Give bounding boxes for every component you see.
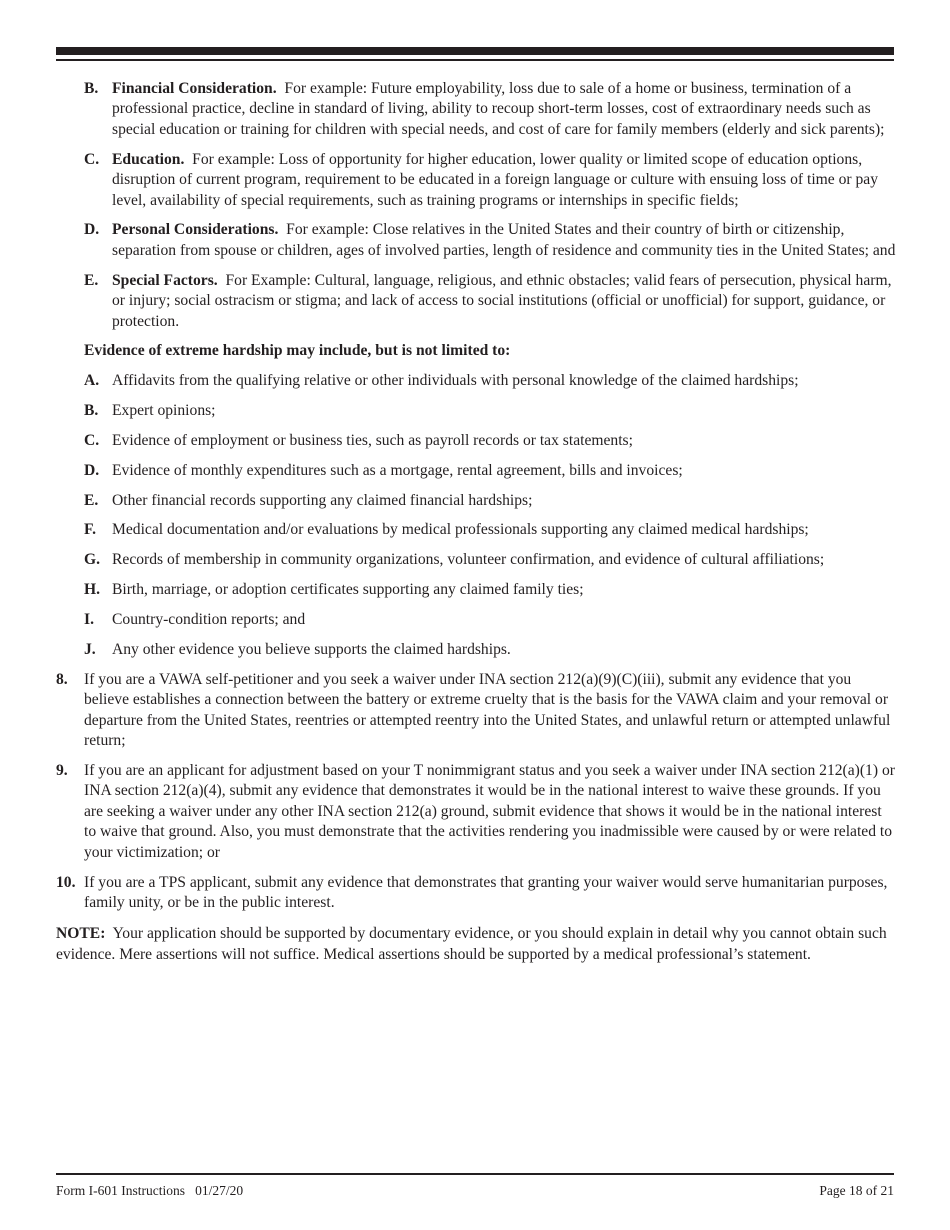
item-label: C. <box>84 150 100 168</box>
item-label: J. <box>84 641 96 659</box>
item-title: Special Factors. <box>112 271 218 289</box>
item-label: E. <box>84 491 99 509</box>
footer-rule <box>56 1173 894 1175</box>
list-item <box>84 550 896 570</box>
item-text: Expert opinions; <box>112 401 216 419</box>
item-label: G. <box>84 551 101 569</box>
form-id: Form I-601 Instructions 01/27/20 <box>56 1183 244 1198</box>
item-label: E. <box>84 271 99 289</box>
list-item <box>84 371 896 391</box>
item-text: Country-condition reports; and <box>112 611 306 629</box>
list-item <box>84 271 896 332</box>
item-text: For example: Future employability, loss due to sale of a home or business, termination of a professional practice, decline in standard of living, ability to recoup short-term losses, cost of extraordinary needs such as special education or training for children with special needs, and cost of care for family members (elderly and sick parents); <box>112 80 885 138</box>
item-label: D. <box>84 461 100 479</box>
note-label: NOTE: <box>56 925 106 943</box>
item-text: Birth, marriage, or adoption certificates supporting any claimed family ties; <box>112 581 584 599</box>
item-text: If you are an applicant for adjustment based on your T nonimmigrant status and you seek a waiver under INA section 212(a)(1) or INA section 212(a)(4), submit any evidence that demonstrates it would be in the national interest to waive these grounds. If you are seeking a waiver under any other INA section 212(a) ground, submit evidence that shows it would be in the national interest to waive that ground. Also, you must demonstrate that the activities rendering you inadmissible were caused by or were related to your victimization; or <box>84 762 895 861</box>
header-rule-thick <box>56 47 894 55</box>
numbered-list <box>56 670 896 913</box>
item-label: B. <box>84 80 99 97</box>
note-text: Your application should be supported by documentary evidence, or you should explain in detail why you cannot obtain such evidence. Mere assertions will not suffice. Medical assertions should be supported by a medical professional’s statement. <box>56 925 887 963</box>
item-text: For example: Close relatives in the United States and their country of birth or citizenship, separation from spouse or children, ages of involved parties, length of residence and community ties in the United States; and <box>112 221 896 259</box>
item-label: A. <box>84 371 100 389</box>
list-item <box>84 220 896 261</box>
note-paragraph <box>56 924 896 965</box>
item-number: 10. <box>56 873 76 891</box>
list-item <box>84 580 896 600</box>
item-title: Financial Consideration. <box>112 80 277 97</box>
numbered-item <box>56 670 896 752</box>
list-item <box>84 431 896 451</box>
list-item <box>84 401 896 421</box>
list-item <box>84 150 896 211</box>
item-text: Evidence of monthly expenditures such as a mortgage, rental agreement, bills and invoices; <box>112 461 683 479</box>
list-item <box>84 520 896 540</box>
item-text: For Example: Cultural, language, religious, and ethnic obstacles; valid fears of persecution, physical harm, or injury; social ostracism or stigma; and lack of access to social institutions (official or unofficial) for support, guidance, or protection. <box>112 271 892 330</box>
item-text: Affidavits from the qualifying relative or other individuals with personal knowledge of the claimed hardships; <box>112 371 799 389</box>
item-label: D. <box>84 221 100 239</box>
item-label: B. <box>84 401 99 419</box>
item-text: Any other evidence you believe supports the claimed hardships. <box>112 641 511 659</box>
page-number: Page 18 of 21 <box>819 1183 894 1198</box>
numbered-item <box>56 761 896 863</box>
list-item <box>84 79 896 140</box>
item-text: Records of membership in community organizations, volunteer confirmation, and evidence of cultural affiliations; <box>112 551 825 569</box>
item-number: 9. <box>56 762 68 780</box>
page-content <box>56 79 896 965</box>
list-item <box>84 461 896 481</box>
header-rule-thin <box>56 59 894 61</box>
item-text: If you are a VAWA self-petitioner and you seek a waiver under INA section 212(a)(9)(C)(iii), submit any evidence that you believe establishes a connection between the battery or extreme cruelty that is the basis for the VAWA claim and your removal or departure from the United States, reentries or attempted reentry into the United States, and unlawful return or attempted unlawful return; <box>84 670 891 750</box>
item-text: Other financial records supporting any claimed financial hardships; <box>112 491 533 509</box>
list-item <box>84 640 896 660</box>
list-item <box>84 491 896 511</box>
item-text: Medical documentation and/or evaluations by medical professionals supporting any claimed medical hardships; <box>112 521 809 539</box>
list-item <box>84 610 896 630</box>
item-label: F. <box>84 521 96 539</box>
numbered-item <box>56 873 896 914</box>
evidence-list <box>56 371 896 661</box>
item-label: C. <box>84 431 100 449</box>
item-label: H. <box>84 581 101 599</box>
evidence-heading: Evidence of extreme hardship may include, but is not limited to: <box>84 341 511 359</box>
hardship-factors-list <box>56 79 896 332</box>
item-text: For example: Loss of opportunity for higher education, lower quality or limited scope of education options, disruption of current program, requirement to be educated in a foreign language or culture with ensuing loss of time or pay level, availability of special requirements, such as training programs or internships in specific fields; <box>112 150 879 209</box>
item-title: Personal Considerations. <box>112 221 279 239</box>
item-number: 8. <box>56 670 68 688</box>
item-text: Evidence of employment or business ties, such as payroll records or tax statements; <box>112 431 633 449</box>
item-label: I. <box>84 611 94 629</box>
item-title: Education. <box>112 150 185 168</box>
item-text: If you are a TPS applicant, submit any evidence that demonstrates that granting your waiver would serve humanitarian purposes, family unity, or be in the public interest. <box>84 873 888 911</box>
